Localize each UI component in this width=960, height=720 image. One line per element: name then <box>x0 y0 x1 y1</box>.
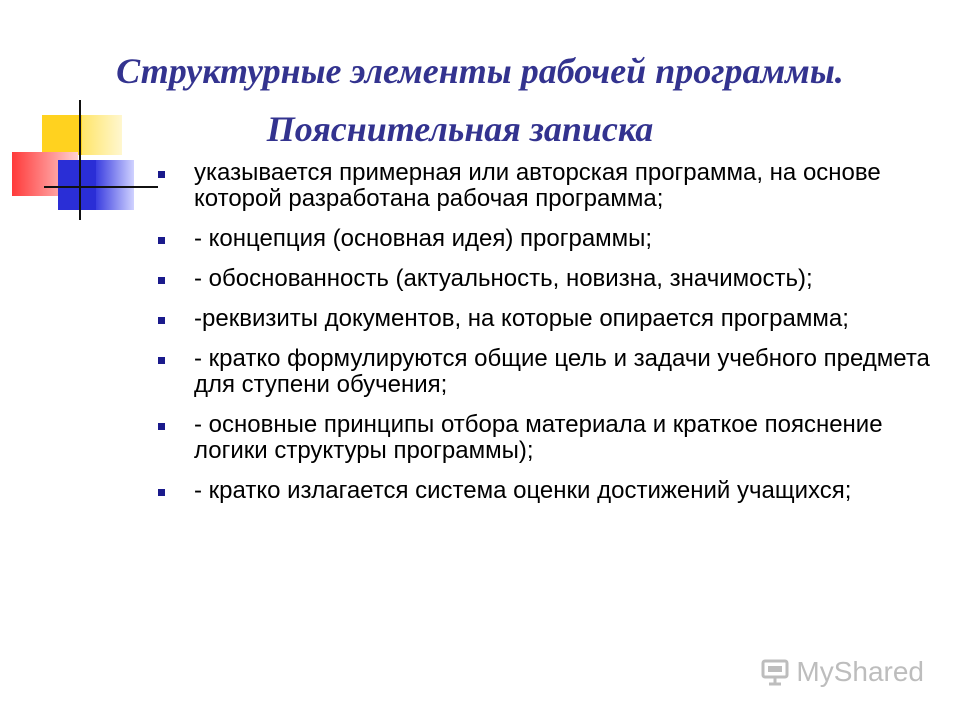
list-item-text: - кратко излагается система оценки достижений учащихся; <box>194 477 852 504</box>
bullet-list <box>158 160 938 518</box>
list-item <box>158 412 938 464</box>
list-item-text: - концепция (основная идея) программы; <box>194 225 653 252</box>
list-item-text: - основные принципы отбора материала и краткое пояснение логики структуры программы); <box>194 411 883 464</box>
list-item <box>158 306 938 332</box>
list-item <box>158 160 938 212</box>
list-item-text: - обоснованность (актуальность, новизна, значимость); <box>194 265 813 292</box>
title-line-2: Пояснительная записка <box>266 109 654 149</box>
bullet-square-icon <box>158 237 165 244</box>
presentation-board-icon <box>760 657 790 687</box>
list-item-text: указывается примерная или авторская программа, на основе которой разработана рабочая программа; <box>194 159 881 212</box>
slide-title <box>0 42 960 158</box>
list-item <box>158 478 938 504</box>
bullet-square-icon <box>158 277 165 284</box>
list-item <box>158 266 938 292</box>
bullet-square-icon <box>158 423 165 430</box>
deco-blue-gradient-square <box>96 160 134 210</box>
watermark-text: MyShared <box>796 656 924 687</box>
bullet-square-icon <box>158 317 165 324</box>
bullet-square-icon <box>158 489 165 496</box>
list-item <box>158 346 938 398</box>
list-item <box>158 226 938 252</box>
deco-blue-square <box>58 160 96 210</box>
bullet-square-icon <box>158 171 165 178</box>
title-line-1: Структурные элементы рабочей программы. <box>116 51 844 91</box>
bullet-square-icon <box>158 357 165 364</box>
list-item-text: - кратко формулируются общие цель и задачи учебного предмета для ступени обучения; <box>194 345 930 398</box>
list-item-text: -реквизиты документов, на которые опирается программа; <box>194 305 849 332</box>
watermark <box>760 656 924 688</box>
